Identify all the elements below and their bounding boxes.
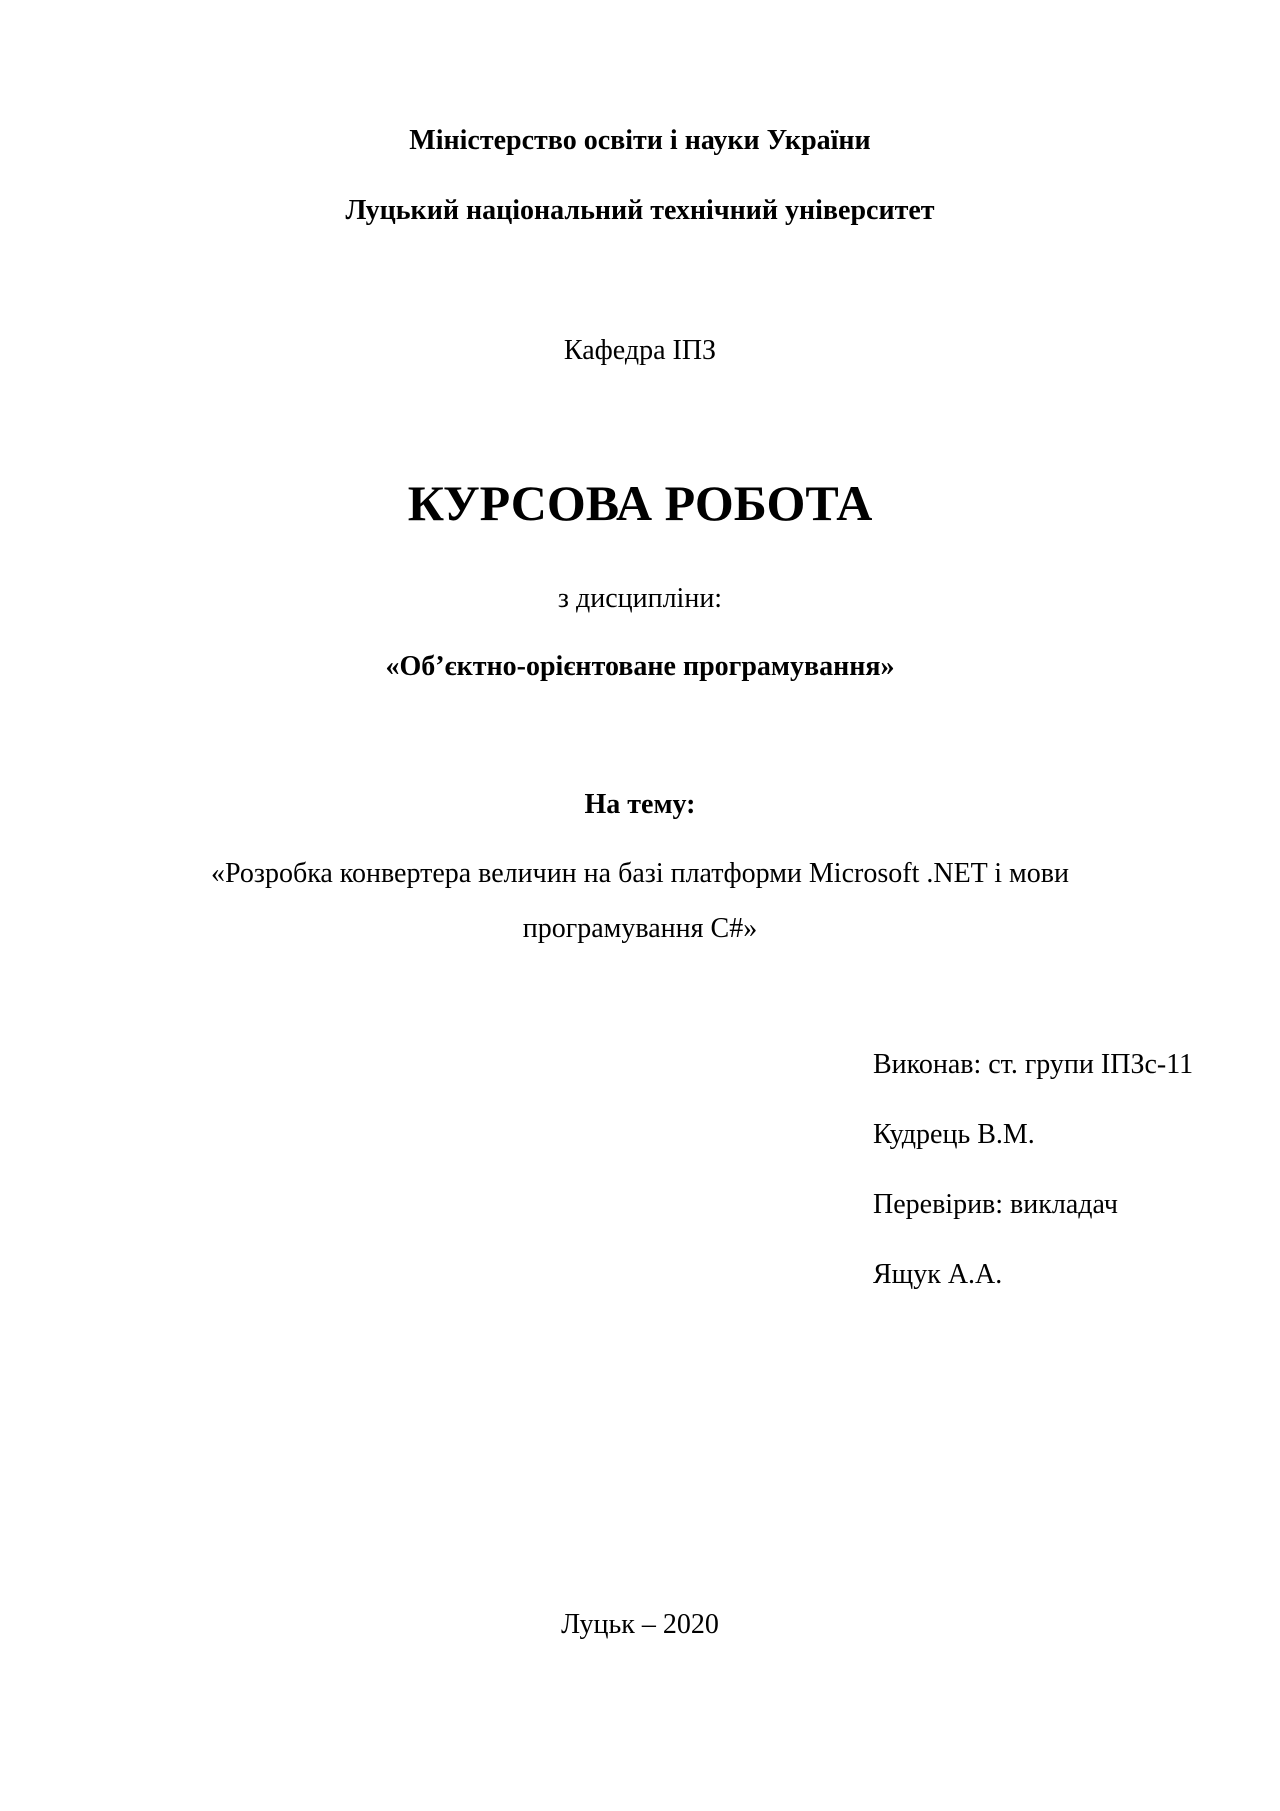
student-name: Кудрець В.М. — [873, 1119, 1035, 1150]
university-heading: Луцький національний технічний університет — [345, 195, 935, 226]
ministry-heading: Міністерство освіти і науки України — [409, 125, 871, 156]
city-year-footer: Луцьк – 2020 — [561, 1609, 719, 1640]
document-title: КУРСОВА РОБОТА — [407, 475, 873, 531]
topic-text-line-1: «Розробка конвертера величин на базі платформи Microsoft .NET і мови — [211, 858, 1069, 889]
checked-by-label: Перевірив: викладач — [873, 1189, 1118, 1220]
performed-by-label: Виконав: ст. групи ІПЗс-11 — [873, 1049, 1194, 1080]
topic-label: На тему: — [584, 789, 696, 820]
department-label: Кафедра ІПЗ — [563, 335, 717, 366]
topic-text-line-2: програмування C#» — [522, 913, 758, 944]
teacher-name: Ящук А.А. — [873, 1259, 1003, 1290]
discipline-name: «Об’єктно-орієнтоване програмування» — [385, 651, 895, 682]
signature-block — [873, 1051, 1193, 1331]
discipline-label: з дисципліни: — [557, 583, 723, 614]
